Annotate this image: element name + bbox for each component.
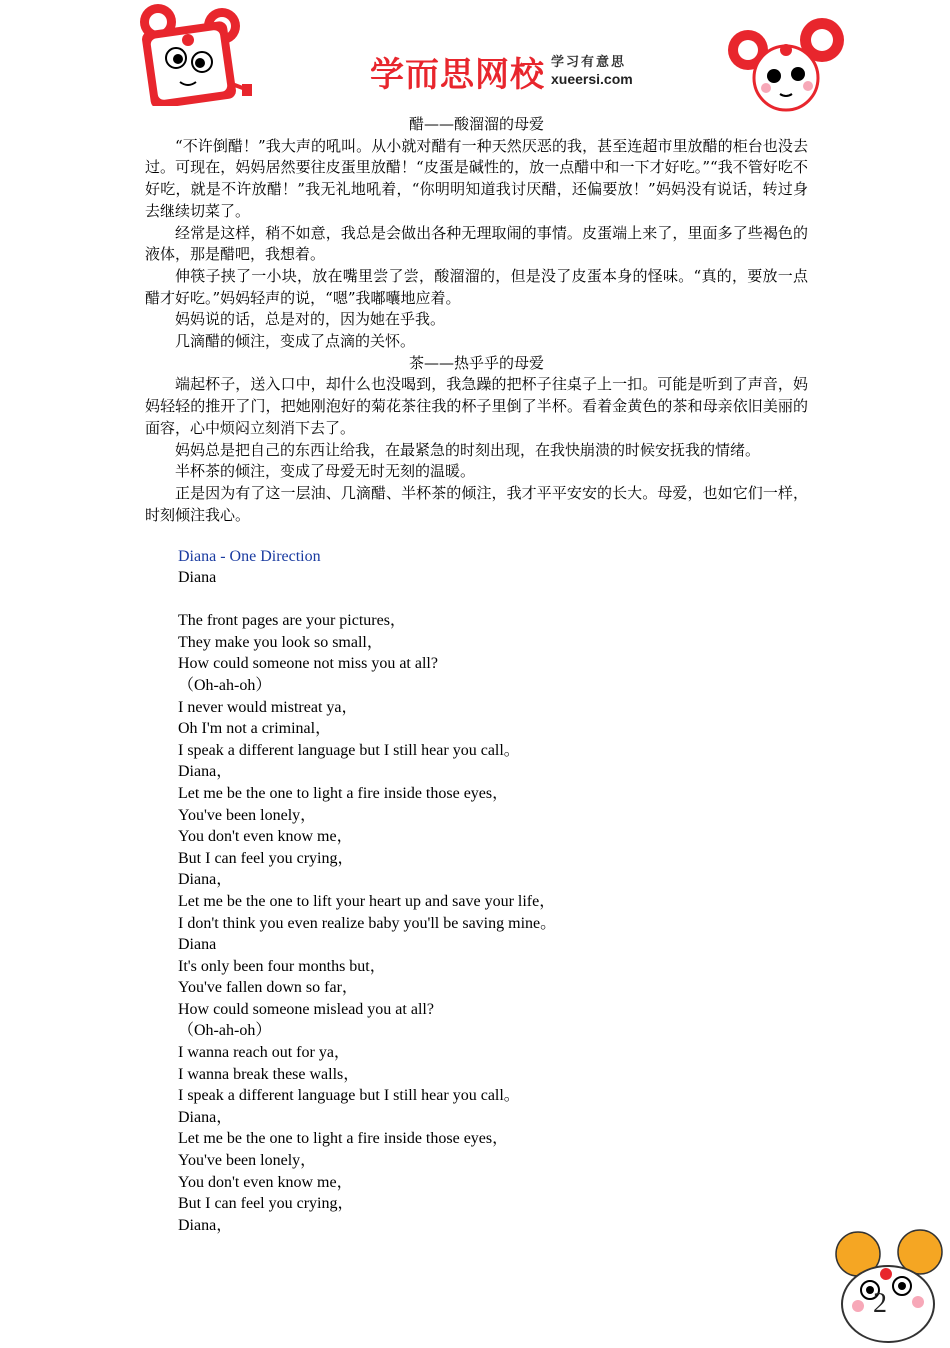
lyric-line: Diana，	[178, 871, 233, 889]
lyric-line: I wanna reach out for ya，	[178, 1044, 350, 1062]
lyric-line: I wanna break these walls，	[178, 1065, 360, 1083]
article-subtitle: 茶——热乎乎的母爱	[408, 353, 544, 372]
lyric-line: I don't think you even realize baby you'll be saving mine。	[178, 914, 557, 932]
article-paragraph: 半杯茶的倾注，变成了母爱无时无刻的温暖。	[175, 462, 476, 481]
lyric-line: Oh I'm not a criminal，	[178, 720, 332, 738]
article-paragraph: 妈妈总是把自己的东西让给我，在最紧急的时刻出现，在我快崩溃的时候安抚我的情绪。	[175, 440, 761, 459]
lyric-line: You've been lonely，	[178, 1152, 317, 1170]
lyric-line: Diana	[178, 569, 217, 586]
mascot-footer-icon	[830, 1228, 950, 1344]
lyric-line: （Oh-ah-oh）	[178, 676, 272, 694]
article-paragraph: 妈妈说的话，总是对的，因为她在乎我。	[175, 310, 446, 329]
lyric-line: I never would mistreat ya，	[178, 698, 358, 716]
lyric-line: But I can feel you crying，	[178, 849, 354, 867]
song-lyrics	[178, 546, 798, 1236]
article-paragraph: 几滴醋的倾注，变成了点滴的关怀。	[175, 332, 416, 351]
page-number: 2	[873, 1288, 887, 1319]
logo-chinese-name: 学而思网校	[370, 54, 545, 95]
article-paragraph: 正是因为有了这一层油、几滴醋、半杯茶的倾注，我才平平安安的长大。母爱，也如它们一样，时刻倾注我心。	[145, 483, 808, 524]
lyric-line: I speak a different language but I still hear you call。	[178, 1087, 520, 1105]
article-subtitle: 醋——酸溜溜的母爱	[408, 115, 544, 133]
lyric-line: How could someone not miss you at all?	[178, 655, 438, 673]
lyric-line: You don't even know me，	[178, 828, 353, 846]
brand-logo[interactable]	[370, 48, 633, 94]
lyric-line: How could someone mislead you at all?	[178, 1000, 434, 1018]
lyric-line: It's only been four months but，	[178, 957, 386, 975]
lyric-line: They make you look so small，	[178, 633, 383, 651]
article-paragraph: 经常是这样，稍不如意，我总是会做出各种无理取闹的事情。皮蛋端上来了，里面多了些褐色的液体，那是醋吧，我想着。	[145, 223, 808, 264]
lyric-line: Let me be the one to light a fire inside those eyes，	[178, 1130, 509, 1148]
mascot-right-icon	[720, 12, 850, 116]
lyric-line: You don't even know me，	[178, 1173, 353, 1191]
lyric-line: （Oh-ah-oh）	[178, 1022, 272, 1040]
article-paragraph: 伸筷子挟了一小块，放在嘴里尝了尝，酸溜溜的，但是没了皮蛋本身的怪味。“真的，要放一点醋才好吃。”妈妈轻声的说，“嗯”我嘟囔地应着。	[145, 266, 808, 307]
song-title-link[interactable]: Diana - One Direction	[178, 548, 321, 565]
article-paragraph: 端起杯子，送入口中，却什么也没喝到，我急躁的把杯子往桌子上一扣。可能是听到了声音，妈妈轻轻的推开了门，把她刚泡好的菊花茶往我的杯子里倒了半杯。看着金黄色的茶和母亲依旧美丽的面容，心中烦闷立刻消下去了。	[145, 375, 808, 437]
logo-slogan: 学习有意思	[551, 55, 627, 70]
lyric-line: Diana，	[178, 1216, 233, 1234]
lyric-line: You've fallen down so far，	[178, 979, 358, 997]
lyric-line: The front pages are your pictures，	[178, 612, 406, 630]
lyric-line	[178, 589, 798, 611]
lyric-line: I speak a different language but I still hear you call。	[178, 741, 520, 759]
article-paragraph: “不许倒醋！”我大声的吼叫。从小就对醋有一种天然厌恶的我，甚至连超市里放醋的柜台也没去过。可现在，妈妈居然要往皮蛋里放醋！“皮蛋是碱性的，放一点醋中和一下才好吃。”“我不管好吃不好吃，就是不许放醋！”我无礼地吼着，“你明明知道我讨厌醋，还偏要放！”妈妈没有说话，转过身去继续切菜了。	[145, 136, 808, 220]
lyric-line: Let me be the one to lift your heart up and save your life，	[178, 892, 556, 910]
article-body	[145, 114, 808, 526]
lyric-line: Diana，	[178, 763, 233, 781]
lyric-line: Let me be the one to light a fire inside those eyes，	[178, 784, 509, 802]
lyric-line: Diana	[178, 936, 217, 954]
lyric-line: You've been lonely，	[178, 806, 317, 824]
lyric-line: But I can feel you crying，	[178, 1195, 354, 1213]
mascot-left-icon	[136, 2, 256, 106]
lyric-line: Diana，	[178, 1108, 233, 1126]
logo-url: xueersi.com	[551, 71, 633, 87]
